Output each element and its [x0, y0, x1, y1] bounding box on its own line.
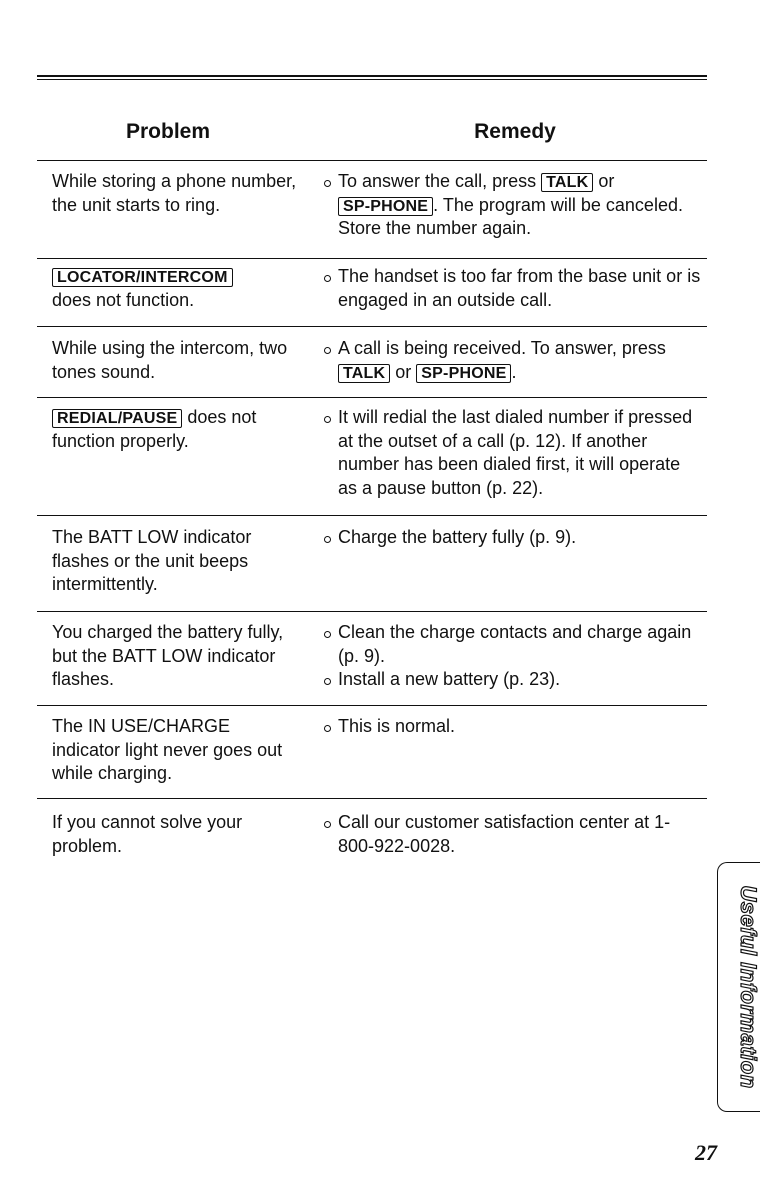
row-divider — [37, 326, 707, 327]
problem-text: You charged the battery fully, but the BATT LOW indicator flashes. — [52, 622, 284, 689]
remedy-cell — [322, 621, 702, 692]
bullet-icon — [324, 631, 331, 638]
remedy-column-header: Remedy — [474, 120, 556, 143]
remedy-item — [322, 170, 702, 241]
row-divider — [37, 798, 707, 799]
sp-phone-key: SP-PHONE — [416, 364, 511, 383]
remedy-item — [322, 668, 702, 692]
remedy-text: Install a new battery (p. 23). — [338, 669, 561, 689]
remedy-text: Clean the charge contacts and charge again (p. 9). — [338, 622, 692, 666]
problem-text: While storing a phone number, the unit starts to ring. — [52, 171, 297, 215]
problem-text: The BATT LOW indicator flashes or the unit beeps intermittently. — [52, 527, 252, 594]
row-divider — [37, 397, 707, 398]
remedy-text: This is normal. — [338, 716, 456, 736]
problem-text: The IN USE/CHARGE indicator light never goes out while charging. — [52, 716, 283, 783]
remedy-cell — [322, 406, 702, 500]
remedy-text: To answer the call, press — [338, 171, 542, 191]
bullet-icon — [324, 180, 331, 187]
remedy-cell — [322, 811, 702, 858]
remedy-text: A call is being received. To answer, press — [338, 338, 666, 358]
problem-text: does not function. — [52, 289, 195, 310]
top-rule — [37, 75, 707, 80]
row-divider — [37, 258, 707, 259]
problem-text: does not function properly. — [52, 407, 257, 451]
talk-key: TALK — [338, 364, 390, 383]
section-tab-label: Useful Information — [735, 885, 760, 1089]
remedy-item — [322, 621, 702, 668]
remedy-cell — [322, 337, 702, 384]
row-divider — [37, 705, 707, 706]
remedy-item — [322, 526, 702, 550]
page-number: 27 — [695, 1140, 717, 1165]
remedy-text: Call our customer satisfaction center at 1-800-922-0028. — [338, 812, 671, 856]
remedy-item — [322, 715, 702, 739]
remedy-text: . — [511, 361, 517, 382]
remedy-cell — [322, 170, 702, 241]
bullet-icon — [324, 347, 331, 354]
remedy-text: or — [593, 171, 615, 191]
locator-intercom-key: LOCATOR/INTERCOM — [52, 268, 233, 287]
problem-cell — [52, 406, 302, 453]
bullet-icon — [324, 536, 331, 543]
header-rule — [37, 160, 707, 161]
bullet-icon — [324, 725, 331, 732]
bullet-icon — [324, 678, 331, 685]
bullet-icon — [324, 275, 331, 282]
remedy-text: Charge the battery fully (p. 9). — [338, 527, 577, 547]
redial-pause-key: REDIAL/PAUSE — [52, 409, 182, 428]
remedy-text: . The program will be canceled. Store the number again. — [338, 194, 683, 238]
remedy-cell — [322, 715, 702, 739]
remedy-text: The handset is too far from the base unit or is engaged in an outside call. — [338, 266, 701, 310]
remedy-item — [322, 406, 702, 500]
talk-key: TALK — [541, 173, 593, 192]
remedy-text: or — [390, 361, 417, 382]
problem-column-header: Problem — [125, 120, 211, 143]
remedy-cell — [322, 526, 702, 550]
problem-text: If you cannot solve your problem. — [52, 812, 243, 856]
remedy-item — [322, 265, 702, 312]
row-divider — [37, 515, 707, 516]
sp-phone-key: SP-PHONE — [338, 197, 433, 216]
bullet-icon — [324, 416, 331, 423]
problem-text: While using the intercom, two tones sound. — [52, 338, 288, 382]
problem-cell — [52, 265, 302, 312]
remedy-text: It will redial the last dialed number if pressed at the outset of a call (p. 12). If another number has been dialed first, it will operate as a pause button (p. 22). — [338, 407, 693, 498]
row-divider — [37, 611, 707, 612]
remedy-cell — [322, 265, 702, 312]
section-tab — [717, 862, 760, 1112]
remedy-item — [322, 337, 702, 384]
bullet-icon — [324, 821, 331, 828]
remedy-item — [322, 811, 702, 858]
